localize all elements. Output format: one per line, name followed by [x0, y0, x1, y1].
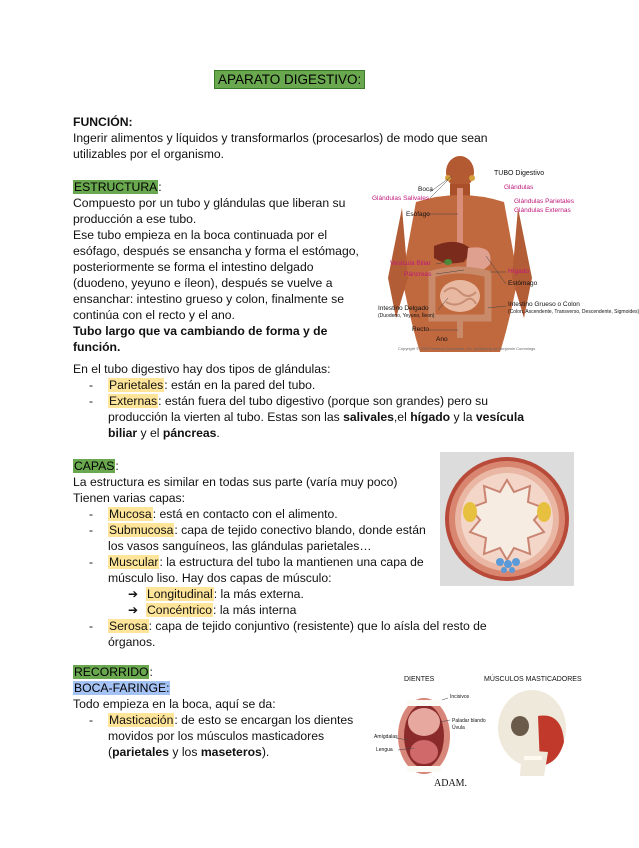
masticacion-row	[108, 712, 353, 728]
term-salivales: salivales	[343, 410, 394, 424]
estructura-bold-1: Tubo largo que va cambiando de forma y de	[73, 324, 328, 338]
capa-submucosa-row	[108, 522, 426, 538]
estructura-bold-2: función.	[73, 340, 121, 354]
label-intestino-delgado: Intestino Delgado	[378, 305, 429, 312]
label-higado: Hígado	[508, 268, 529, 275]
glandulas-intro: En el tubo digestivo hay dos tipos de glándulas:	[73, 362, 331, 376]
longitudinal-text: : la más externa.	[213, 587, 304, 601]
tube-cross-section-illustration	[440, 452, 574, 586]
externas-text: : están fuera del tubo digestivo (porque son grandes) pero su	[158, 394, 489, 408]
capas-line-2: Tienen varias capas:	[73, 491, 186, 505]
muscular-text: : la estructura del tubo la mantienen una capa de	[159, 555, 424, 569]
label-glandulas-externas: Glándulas Externas	[514, 207, 571, 214]
glandulas-externas-line-3	[108, 425, 220, 441]
capas-line-1: La estructura es similar en todas sus parte (varía muy poco)	[73, 475, 398, 489]
label-glandulas-parietales: Glándulas Parietales	[514, 198, 574, 205]
label-glandulas-salivales: Glándulas Salivales	[372, 195, 430, 202]
label-colon-detail: (Colon, Ascendente, Transverso, Descendente, Sigmoides)	[508, 309, 639, 315]
label-lengua: Lengua	[376, 747, 393, 753]
recorrido-line-1: Todo empieza en la boca, aquí se da:	[73, 697, 276, 711]
label-recto: Recto	[412, 326, 429, 333]
externas-line2-text: producción la vierten al tubo. Estas son las	[108, 410, 344, 424]
term-higado: hígado	[410, 410, 451, 424]
estructura-heading-row	[73, 179, 162, 195]
figure-copyright: Copyright © 2003 Pearson Education, Inc. publishing as Benjamin Cummings	[398, 346, 536, 351]
label-glandulas: Glándulas	[504, 184, 534, 191]
connector: y la	[450, 410, 476, 424]
capa-longitudinal-row	[146, 586, 304, 602]
mouth-muscles-illustration	[372, 672, 592, 796]
estructura-line-8: continúa con el recto y el ano.	[73, 308, 235, 322]
bullet-dash: -	[89, 523, 94, 537]
capas-heading: CAPAS	[74, 459, 115, 473]
term-serosa: Serosa	[109, 619, 148, 633]
recorrido-sub-row	[73, 680, 170, 696]
estructura-heading: ESTRUCTURA	[74, 180, 158, 194]
label-uvula: Úvula	[452, 725, 465, 731]
recorrido-heading-row	[73, 664, 153, 680]
connector: ,el	[393, 410, 411, 424]
page-title: APARATO DIGESTIVO:	[214, 70, 365, 89]
capa-mucosa-row	[108, 506, 338, 522]
term-longitudinal: Longitudinal	[147, 587, 213, 601]
label-pancreas: Páncreas	[404, 271, 432, 278]
bullet-dash: -	[89, 619, 94, 633]
term-parietales-bold: parietales	[112, 745, 169, 759]
funcion-line-1: Ingerir alimentos y líquidos y transformarlos (procesarlos) de modo que sean	[73, 131, 488, 145]
capa-concentrico-row	[146, 602, 296, 618]
label-musculos-masticadores: MÚSCULOS MASTICADORES	[484, 676, 582, 683]
colon: :	[115, 459, 119, 473]
capa-serosa-row	[108, 618, 487, 634]
label-boca: Boca	[418, 186, 433, 193]
bullet-dash: -	[89, 378, 94, 392]
term-maseteros: maseteros	[200, 745, 262, 759]
term-externas: Externas	[109, 394, 158, 408]
paren: (	[108, 745, 113, 759]
estructura-line-6: (duodeno, yeyuno e íleon), después se vuelve a	[73, 276, 333, 290]
estructura-line-2: producción a ese tubo.	[73, 212, 197, 226]
mouth-muscles-figure	[372, 672, 592, 796]
glandulas-externas-row	[108, 393, 488, 409]
recorrido-heading: RECORRIDO	[74, 665, 149, 679]
capa-muscular-line-2: músculo liso. Hay dos capas de músculo:	[108, 571, 332, 585]
glandulas-parietales-row	[108, 377, 315, 393]
colon: :	[158, 180, 162, 194]
funcion-heading: FUNCIÓN:	[73, 115, 133, 129]
connector: y los	[168, 745, 201, 759]
adam-logo: ADAM.	[434, 778, 468, 789]
funcion-line-2: utilizables por el organismo.	[73, 147, 225, 161]
colon: :	[149, 665, 153, 679]
label-amigdalas: Amígdalas	[374, 734, 398, 740]
bullet-dash: -	[89, 507, 94, 521]
serosa-text: : capa de tejido conjuntivo (resistente) que lo aísla del resto de	[148, 619, 487, 633]
concentrico-text: : la más interna	[213, 603, 297, 617]
period: .	[216, 426, 220, 440]
submucosa-text: : capa de tejido conectivo blando, donde están	[174, 523, 426, 537]
term-masticacion: Masticación	[109, 713, 174, 727]
masticacion-line-2: movidos por los músculos masticadores	[108, 729, 325, 743]
masticacion-text: : de esto se encargan los dientes	[174, 713, 354, 727]
label-incisivos: Incisivos	[450, 694, 470, 700]
estructura-line-1: Compuesto por un tubo y glándulas que liberan su	[73, 196, 346, 210]
term-parietales: Parietales	[109, 378, 164, 392]
label-intestino-delgado-detail: (Duodeno, Yeyuno, Íleon)	[378, 313, 435, 319]
label-tubo-digestivo: TUBO Digestivo	[494, 170, 545, 177]
arrow-bullet: ➔	[128, 587, 139, 601]
bullet-dash: -	[89, 555, 94, 569]
bullet-dash: -	[89, 394, 94, 408]
label-intestino-grueso: Intestino Grueso o Colon	[508, 301, 580, 308]
term-concentrico: Concéntrico	[147, 603, 213, 617]
term-muscular: Muscular	[109, 555, 159, 569]
term-submucosa: Submucosa	[109, 523, 174, 537]
capa-muscular-row	[108, 554, 424, 570]
capa-serosa-line-2: órganos.	[108, 635, 156, 649]
label-estomago: Estómago	[508, 280, 538, 287]
connector: y el	[137, 426, 163, 440]
label-esofago: Esófago	[406, 211, 430, 218]
capas-heading-row	[73, 458, 119, 474]
term-pancreas: páncreas	[162, 426, 217, 440]
estructura-line-4: esófago, después se ensancha y forma el estómago,	[73, 244, 359, 258]
parietales-text: : están en la pared del tubo.	[164, 378, 316, 392]
estructura-line-7: ensanchar: intestino grueso y colon, finalmente se	[73, 292, 344, 306]
label-ano: Ano	[436, 336, 448, 343]
digestive-system-illustration	[368, 158, 590, 352]
digestive-system-figure	[368, 158, 639, 352]
bullet-dash: -	[89, 713, 94, 727]
term-vesicula: vesícula	[475, 410, 524, 424]
term-biliar: biliar	[108, 426, 138, 440]
estructura-line-3: Ese tubo empieza en la boca continuada por el	[73, 228, 328, 242]
estructura-line-5: posteriormente se forma el intestino delgado	[73, 260, 314, 274]
glandulas-externas-line-2	[108, 409, 524, 425]
mucosa-text: : está en contacto con el alimento.	[152, 507, 338, 521]
label-vesicula-biliar: Vesícula Biliar	[390, 260, 431, 267]
term-mucosa: Mucosa	[109, 507, 152, 521]
arrow-bullet: ➔	[128, 603, 139, 617]
capa-submucosa-line-2: los vasos sanguíneos, las glándulas parietales…	[108, 539, 372, 553]
label-dientes: DIENTES	[404, 676, 435, 683]
tube-cross-section-figure	[440, 452, 574, 586]
masticacion-line-3	[108, 744, 269, 760]
label-paladar-blando: Paladar blando	[452, 718, 486, 724]
paren: ).	[261, 745, 270, 759]
boca-faringe-heading: BOCA-FARINGE:	[74, 681, 170, 695]
